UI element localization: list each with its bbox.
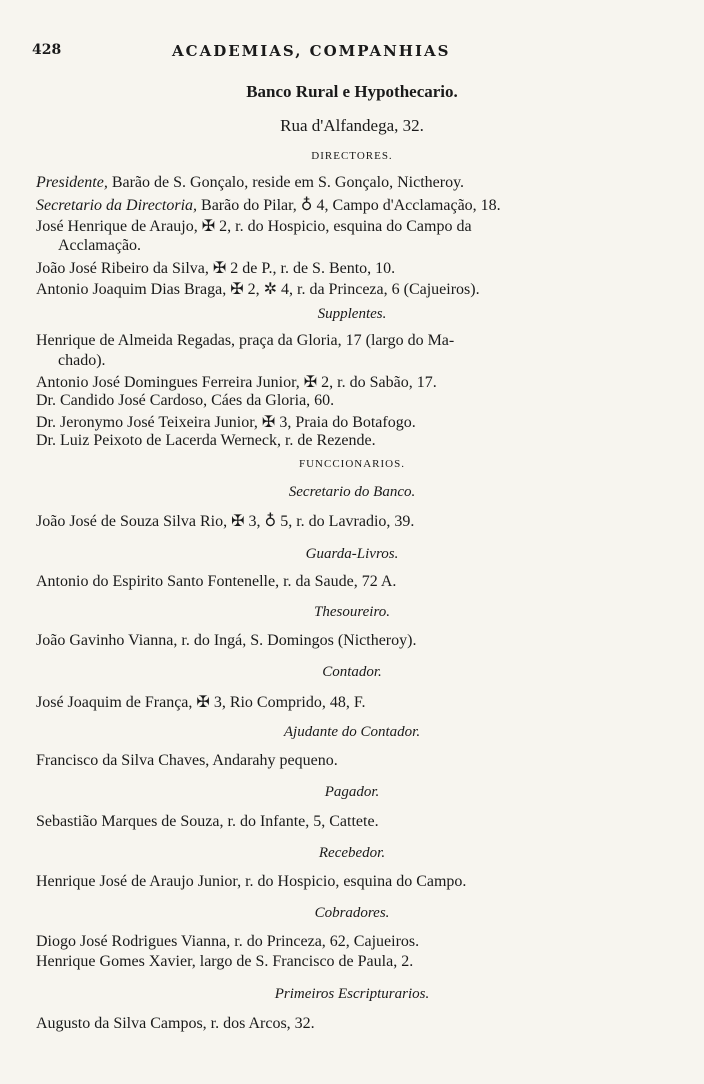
director-text: Barão de S. Gonçalo, reside em S. Gonçalo, Nictheroy. [107, 174, 465, 191]
page-header [32, 42, 664, 66]
supplente-line: Antonio José Domingues Ferreira Junior, ✠ 2, r. do Sabão, 17. [36, 374, 437, 391]
section-title: Recebedor. [318, 845, 386, 861]
director-text: Barão do Pilar, ♁ 4, Campo d'Acclamação, 18. [197, 197, 501, 214]
directores-heading: DIRECTORES. [311, 150, 393, 162]
running-head: ACADEMIAS, COMPANHIAS [172, 42, 451, 60]
role-label: Presidente, [36, 174, 108, 191]
section-title: Cobradores. [314, 905, 390, 921]
staff-line: João José de Souza Silva Rio, ✠ 3, ♁ 5, r. do Lavradio, 39. [36, 513, 415, 530]
funccionarios-heading: FUNCCIONARIOS. [299, 458, 405, 470]
supplente-line: Dr. Candido José Cardoso, Cáes da Gloria, 60. [36, 392, 335, 409]
section-title: Guarda-Livros. [305, 546, 399, 562]
section-title: Secretario do Banco. [288, 484, 416, 500]
section-title: Ajudante do Contador. [283, 724, 421, 740]
staff-line: João Gavinho Vianna, r. do Ingá, S. Domingos (Nictheroy). [36, 632, 417, 649]
bank-title: Banco Rural e Hypothecario. [246, 82, 458, 101]
supplentes-heading: Supplentes. [317, 306, 387, 322]
supplente-line: chado). [58, 352, 106, 369]
director-line: José Henrique de Araujo, ✠ 2, r. do Hospicio, esquina do Campo da [36, 218, 472, 235]
director-line: Antonio Joaquim Dias Braga, ✠ 2, ✲ 4, r. da Princeza, 6 (Cajueiros). [36, 281, 480, 298]
staff-line: José Joaquim de França, ✠ 3, Rio Comprido, 48, F. [36, 694, 366, 711]
director-line [36, 195, 676, 215]
section-title: Pagador. [324, 784, 380, 800]
staff-line: Antonio do Espirito Santo Fontenelle, r. da Saude, 72 A. [36, 573, 397, 590]
director-line: Acclamação. [58, 237, 142, 254]
supplente-line: Dr. Jeronymo José Teixeira Junior, ✠ 3, Praia do Botafogo. [36, 414, 416, 431]
director-line: João José Ribeiro da Silva, ✠ 2 de P., r. de S. Bento, 10. [36, 260, 396, 277]
director-line [36, 174, 676, 192]
section-title: Thesoureiro. [314, 604, 390, 620]
section-title: Primeiros Escripturarios. [274, 986, 430, 1002]
supplente-line: Dr. Luiz Peixoto de Lacerda Werneck, r. de Rezende. [36, 432, 376, 449]
supplente-line: Henrique de Almeida Regadas, praça da Gloria, 17 (largo do Ma- [36, 332, 455, 349]
staff-line: Sebastião Marques de Souza, r. do Infante, 5, Cattete. [36, 813, 379, 830]
section-title: Contador. [322, 664, 382, 680]
bank-address: Rua d'Alfandega, 32. [280, 116, 424, 135]
staff-line: Henrique José de Araujo Junior, r. do Hospicio, esquina do Campo. [36, 873, 467, 890]
staff-line: Francisco da Silva Chaves, Andarahy pequeno. [36, 752, 338, 769]
staff-line: Augusto da Silva Campos, r. dos Arcos, 32. [36, 1015, 315, 1032]
page-number: 428 [32, 42, 62, 58]
staff-line: Henrique Gomes Xavier, largo de S. Francisco de Paula, 2. [36, 953, 414, 970]
role-label: Secretario da Directoria, [36, 197, 198, 214]
staff-line: Diogo José Rodrigues Vianna, r. do Princeza, 62, Cajueiros. [36, 933, 420, 950]
